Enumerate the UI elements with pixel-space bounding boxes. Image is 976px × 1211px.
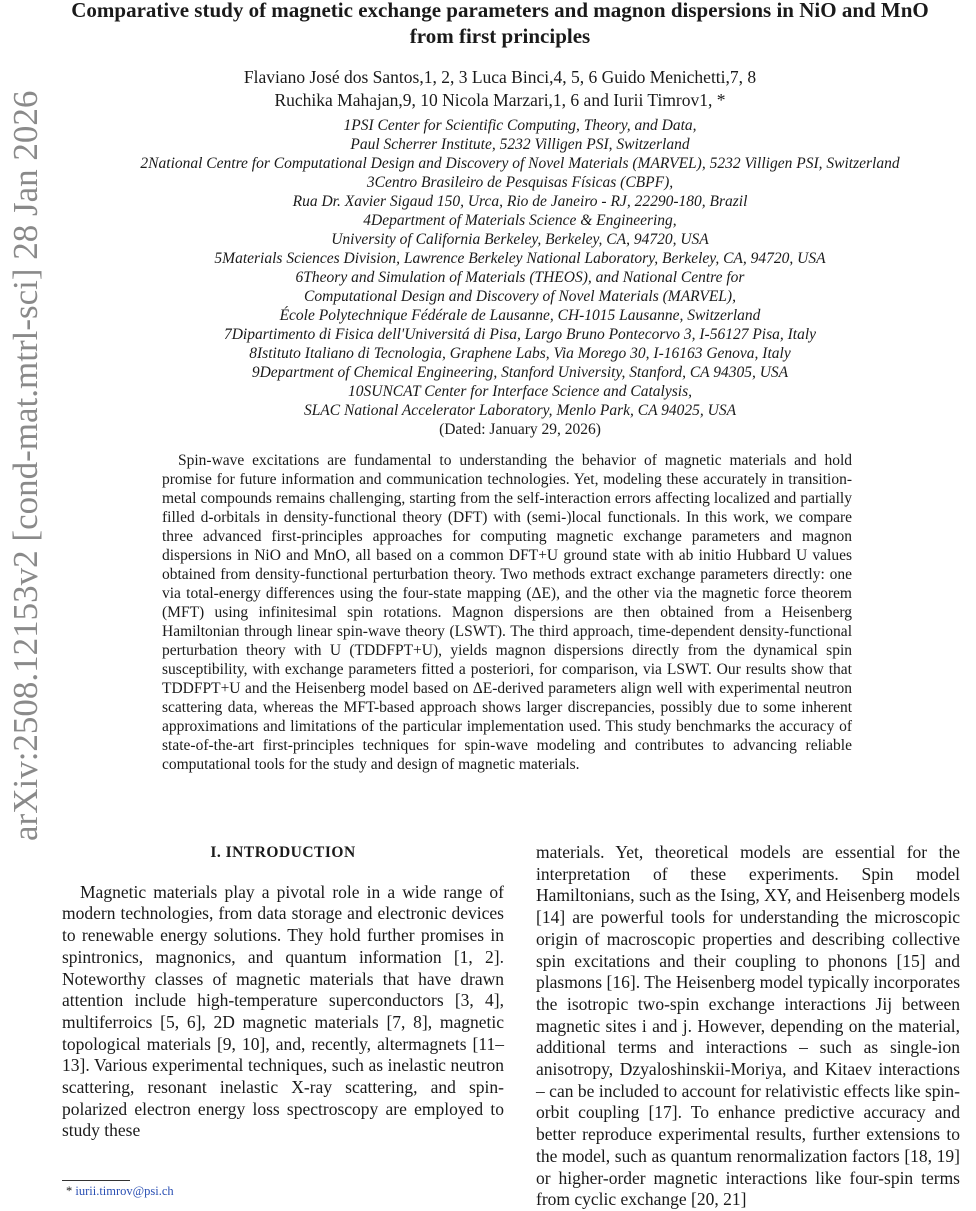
intro-paragraph-left: Magnetic materials play a pivotal role in a wide range of modern technologies, from data storage and electronic devices to renewable energy solutions. They hold further promises in spintronics, magnonics, and quantum information [1, 2]. Noteworthy classes of magnetic materials that have drawn attention include high-temperature superconductors [3, 4], multiferroics [5, 6], 2D magnetic materials [7, 8], magnetic topological materials [9, 10], and, recently, altermagnets [11–13]. Various experimental techniques, such as inelastic neutron scattering, resonant inelastic X-ray scattering, and spin-polarized electron energy loss spectroscopy are employed to study these <box>62 881 504 1141</box>
right-column <box>536 842 960 1211</box>
affiliation-line: 1PSI Center for Scientific Computing, Theory, and Data, <box>343 117 697 134</box>
affiliation-line: École Polytechnique Fédérale de Lausanne, CH-1015 Lausanne, Switzerland <box>279 307 761 324</box>
affiliation-line: Computational Design and Discovery of Novel Materials (MARVEL), <box>304 288 736 305</box>
paper-title: Comparative study of magnetic exchange parameters and magnon dispersions in NiO and MnO from first principles <box>71 0 929 48</box>
dated-line: (Dated: January 29, 2026) <box>439 421 601 438</box>
left-column <box>62 842 504 1142</box>
intro-paragraph-right: materials. Yet, theoretical models are essential for the interpretation of these experiments. Spin model Hamiltonians, such as the Ising, XY, and Heisenberg models [14] are powerful tools for understanding the microscopic origin of macroscopic properties and describing collective spin excitations and their coupling to phonons [15] and plasmons [16]. The Heisenberg model typically incorporates the isotropic two-spin exchange interactions Jij between magnetic sites i and j. However, depending on the material, additional terms and interactions – such as single-ion anisotropy, Dzyaloshinskii-Moriya, and Kitaev interactions – can be included to account for relativistic effects like spin-orbit coupling [17]. To enhance predictive accuracy and better reproduce experimental results, further extensions to the model, such as quantum renormalization factors [18, 19] or higher-order magnetic interactions like four-spin terms from cyclic exchange [20, 21] <box>536 842 960 1210</box>
affiliation-line: 6Theory and Simulation of Materials (THEOS), and National Centre for <box>295 269 745 286</box>
affiliation-line: 8Istituto Italiano di Tecnologia, Graphene Labs, Via Morego 30, I-16163 Genova, Italy <box>249 345 791 362</box>
affiliation-line: 4Department of Materials Science & Engineering, <box>363 212 677 229</box>
footnote <box>66 1184 174 1199</box>
affiliation-line: 5Materials Sciences Division, Lawrence Berkeley National Laboratory, Berkeley, CA, 94720, USA <box>214 250 826 267</box>
affiliation-line: 2National Centre for Computational Design and Discovery of Novel Materials (MARVEL), 5232 Villigen PSI, Switzerland <box>140 155 900 172</box>
author-list <box>60 66 940 112</box>
abstract: Spin-wave excitations are fundamental to understanding the behavior of magnetic materials and hold promise for future information and communication technologies. Yet, modeling these accurately in transition-metal compounds remains challenging, starting from the self-interaction errors affecting localized and partially filled d-orbitals in density-functional theory (DFT) with (semi-)local functionals. In this work, we compare three advanced first-principles approaches for computing magnetic exchange parameters and magnon dispersions in NiO and MnO, all based on a common DFT+U ground state with ab initio Hubbard U values obtained from density-functional perturbation theory. Two methods extract exchange parameters directly: one via total-energy differences using the four-state mapping (ΔE), and the other via the magnetic force theorem (MFT) using infinitesimal spin rotations. Magnon dispersions are then obtained from a Heisenberg Hamiltonian through linear spin-wave theory (LSWT). The third approach, time-dependent density-functional perturbation theory with U (TDDFPT+U), yields magnon dispersions directly from the dynamical spin susceptibility, with exchange parameters fitted a posteriori, for comparison, via LSWT. Our results show that TDDFPT+U and the Heisenberg model based on ΔE-derived parameters align well with experimental neutron scattering data, whereas the MFT-based approach shows larger discrepancies, possibly due to some inherent approximations and limitations of the particular implementation used. This study benchmarks the accuracy of state-of-the-art first-principles techniques for spin-wave modeling and contributes to advancing reliable computational tools for the study and design of magnetic materials. <box>162 452 852 773</box>
affiliation-line: 10SUNCAT Center for Interface Science and Catalysis, <box>348 383 692 400</box>
affiliations <box>40 116 976 439</box>
email-link[interactable]: iurii.timrov@psi.ch <box>75 1184 174 1198</box>
footnote-marker: * <box>66 1184 73 1198</box>
affiliation-line: Rua Dr. Xavier Sigaud 150, Urca, Rio de Janeiro - RJ, 22290-180, Brazil <box>292 193 748 210</box>
footnote-rule <box>62 1180 130 1181</box>
arxiv-side-label: arXiv:2508.12153v2 [cond-mat.mtrl-sci] 28 Jan 2026 <box>6 90 45 841</box>
affiliation-line: 9Department of Chemical Engineering, Stanford University, Stanford, CA 94305, USA <box>251 364 789 381</box>
affiliation-line: Paul Scherrer Institute, 5232 Villigen PSI, Switzerland <box>350 136 690 153</box>
author-line-2: Ruchika Mahajan,9, 10 Nicola Marzari,1, 6 and Iurii Timrov1, * <box>274 90 726 110</box>
affiliation-line: 7Dipartimento di Fisica dell'Universitá di Pisa, Largo Bruno Pontecorvo 3, I-56127 Pisa, Italy <box>223 326 817 343</box>
author-line-1: Flaviano José dos Santos,1, 2, 3 Luca Binci,4, 5, 6 Guido Menichetti,7, 8 <box>243 67 757 87</box>
affiliation-line: 3Centro Brasileiro de Pesquisas Físicas (CBPF), <box>366 174 674 191</box>
affiliation-line: University of California Berkeley, Berkeley, CA, 94720, USA <box>331 231 709 248</box>
affiliation-line: SLAC National Accelerator Laboratory, Menlo Park, CA 94025, USA <box>303 402 737 419</box>
section-heading: I. INTRODUCTION <box>210 844 356 861</box>
